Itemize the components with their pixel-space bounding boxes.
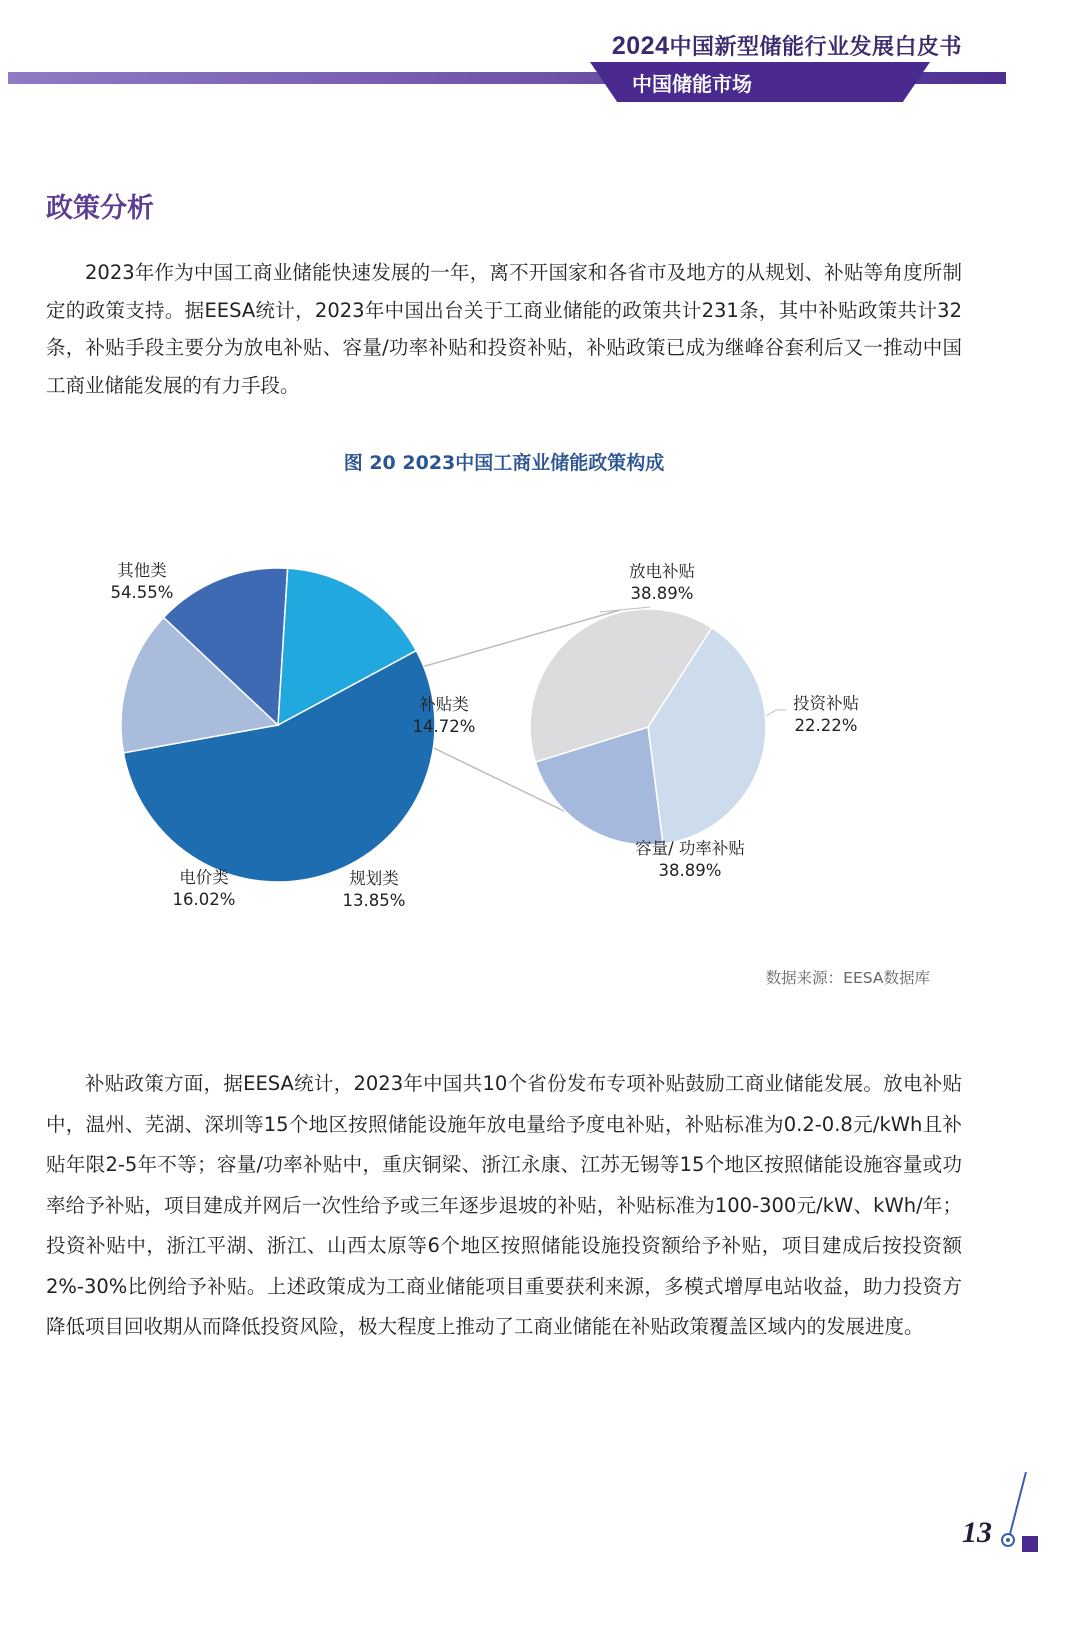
header-title-text: 中国新型储能行业发展白皮书 (669, 34, 962, 59)
header-year: 2024 (611, 32, 670, 60)
policy-pie-chart (0, 520, 1008, 940)
paragraph-subsidy: 补贴政策方面，据EESA统计，2023年中国共10个省份发布专项补贴鼓励工商业储能发展。放电补贴中，温州、芜湖、深圳等15个地区按照储能设施年放电量给予度电补贴，补贴标准为0.2-0.8元/kWh且补贴年限2-5年不等；容量/功率补贴中，重庆铜梁、浙江永康、江苏无锡等15个地区按照储能设施容量或功率给予补贴，项目建成并网后一次性给予或三年逐步退坡的补贴，补贴标准为100-300元/kW、kWh/年；投资补贴中，浙江平湖、浙江、山西太原等6个地区按照储能设施投资额给予补贴，项目建成后按投资额2%-30%比例给予补贴。上述政策成为工商业储能项目重要获利来源，多模式增厚电站收益，助力投资方降低项目回收期从而降低投资风险，极大程度上推动了工商业储能在补贴政策覆盖区域内的发展进度。 (46, 1072, 962, 1338)
label-discharge-value: 38.89% (630, 584, 694, 603)
header-title (612, 30, 962, 61)
header-section-label: 中国储能市场 (632, 72, 752, 96)
page-decoration (992, 1470, 1042, 1560)
subsidy-pie (530, 609, 766, 845)
main-pie (121, 568, 435, 882)
label-subsidy-name: 补贴类 (419, 695, 469, 714)
label-planning-name: 规划类 (349, 869, 399, 888)
label-capacity-name: 容量/ 功率补贴 (635, 839, 745, 858)
label-price-value: 16.02% (172, 890, 236, 909)
data-source: 数据来源：EESA数据库 (765, 969, 930, 987)
label-discharge-name: 放电补贴 (629, 562, 695, 581)
label-price-name: 电价类 (179, 868, 229, 887)
label-planning-value: 13.85% (342, 891, 406, 910)
label-investment-value: 22.22% (794, 716, 858, 735)
label-investment-name: 投资补贴 (793, 694, 859, 713)
label-capacity-value: 38.89% (658, 861, 722, 880)
leader-investment (766, 710, 786, 716)
page-number: 13 (962, 1516, 992, 1549)
label-other-name: 其他类 (117, 561, 167, 580)
section-title: 政策分析 (46, 193, 154, 224)
label-subsidy-value: 14.72% (412, 717, 476, 736)
label-other-value: 54.55% (110, 583, 174, 602)
paragraph-intro: 2023年作为中国工商业储能快速发展的一年，离不开国家和各省市及地方的从规划、补贴等角度所制定的政策支持。据EESA统计，2023年中国出台关于工商业储能的政策共计231条，其中补贴政策共计32条，补贴手段主要分为放电补贴、容量/功率补贴和投资补贴，补贴政策已成为继峰谷套利后又一推动中国工商业储能发展的有力手段。 (46, 261, 962, 397)
figure-title: 图 20 2023中国工商业储能政策构成 (343, 452, 665, 474)
